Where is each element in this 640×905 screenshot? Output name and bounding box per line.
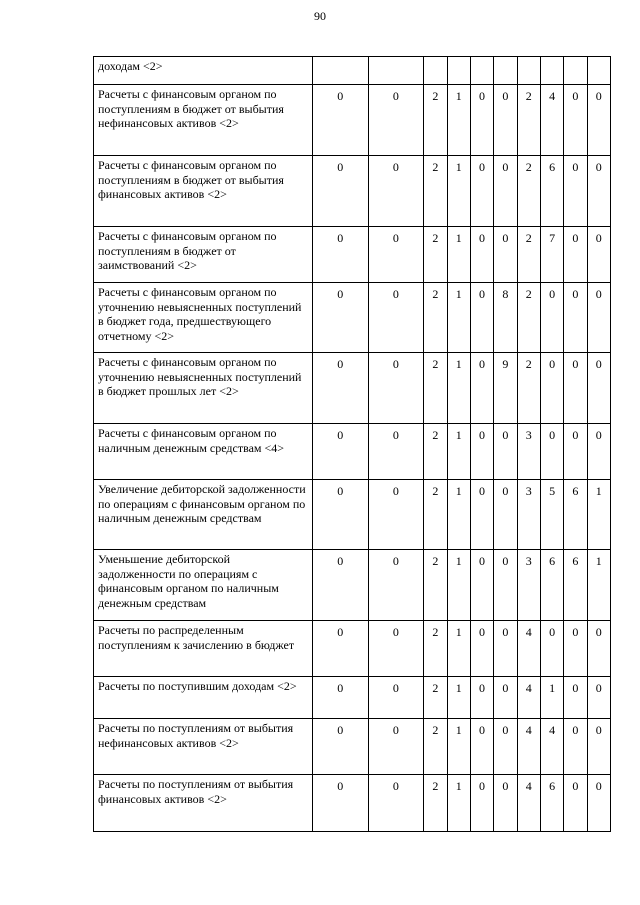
code-digit-cell: 0: [313, 677, 369, 719]
code-digit-cell: 0: [368, 227, 424, 283]
code-digit-cell: 4: [540, 85, 563, 156]
code-digit-cell: 0: [564, 719, 587, 775]
code-digit-cell: 0: [540, 424, 563, 480]
code-digit-cell: 0: [564, 775, 587, 832]
code-digit-cell: 0: [313, 550, 369, 621]
table-row: [94, 283, 611, 353]
code-digit-cell: 6: [564, 480, 587, 550]
code-digit-cell: [494, 57, 517, 85]
code-digit-cell: [470, 57, 493, 85]
code-digit-cell: 0: [587, 621, 610, 677]
code-digit-cell: 0: [564, 353, 587, 424]
code-digit-cell: 0: [494, 480, 517, 550]
code-digit-cell: 0: [470, 353, 493, 424]
code-digit-cell: 0: [564, 424, 587, 480]
code-digit-cell: 2: [424, 621, 447, 677]
code-digit-cell: 0: [587, 353, 610, 424]
code-digit-cell: 0: [470, 677, 493, 719]
code-digit-cell: 0: [494, 677, 517, 719]
account-name-cell: Расчеты с финансовым органом по уточнению невыясненных поступлений в бюджет прошлых лет <2>: [94, 353, 313, 424]
code-digit-cell: 0: [368, 480, 424, 550]
code-digit-cell: 1: [447, 775, 470, 832]
code-digit-cell: 8: [494, 283, 517, 353]
code-digit-cell: 6: [540, 550, 563, 621]
code-digit-cell: 4: [517, 775, 540, 832]
code-digit-cell: 0: [313, 156, 369, 227]
code-digit-cell: 0: [470, 283, 493, 353]
code-digit-cell: 0: [470, 227, 493, 283]
code-digit-cell: 0: [368, 621, 424, 677]
code-digit-cell: 0: [494, 550, 517, 621]
code-digit-cell: 2: [517, 227, 540, 283]
account-name-cell: Увеличение дебиторской задолженности по операциям с финансовым органом по наличным денежным средствам: [94, 480, 313, 550]
table-row: [94, 621, 611, 677]
code-digit-cell: 0: [494, 227, 517, 283]
code-digit-cell: 1: [447, 480, 470, 550]
table-row: [94, 156, 611, 227]
accounts-table: [93, 56, 611, 832]
code-digit-cell: 0: [587, 156, 610, 227]
code-digit-cell: 5: [540, 480, 563, 550]
code-digit-cell: 0: [313, 719, 369, 775]
code-digit-cell: 0: [313, 621, 369, 677]
code-digit-cell: 0: [368, 424, 424, 480]
code-digit-cell: 2: [424, 550, 447, 621]
account-name-cell: Расчеты с финансовым органом по поступлениям в бюджет от выбытия нефинансовых активов <2>: [94, 85, 313, 156]
code-digit-cell: 1: [447, 719, 470, 775]
account-name-cell: Расчеты с финансовым органом по поступлениям в бюджет от выбытия финансовых активов <2>: [94, 156, 313, 227]
code-digit-cell: 1: [447, 85, 470, 156]
code-digit-cell: 0: [587, 85, 610, 156]
code-digit-cell: 0: [313, 227, 369, 283]
code-digit-cell: 1: [447, 283, 470, 353]
code-digit-cell: 9: [494, 353, 517, 424]
table-row: [94, 353, 611, 424]
code-digit-cell: 0: [494, 621, 517, 677]
code-digit-cell: 0: [564, 677, 587, 719]
code-digit-cell: 0: [587, 283, 610, 353]
code-digit-cell: 1: [447, 677, 470, 719]
code-digit-cell: 4: [517, 621, 540, 677]
code-digit-cell: 2: [424, 156, 447, 227]
table-body: [94, 57, 611, 832]
code-digit-cell: 3: [517, 480, 540, 550]
code-digit-cell: [368, 57, 424, 85]
code-digit-cell: 1: [447, 353, 470, 424]
code-digit-cell: 1: [587, 480, 610, 550]
table-row: [94, 719, 611, 775]
account-name-cell: Расчеты с финансовым органом по поступлениям в бюджет от заимствований <2>: [94, 227, 313, 283]
code-digit-cell: 1: [447, 227, 470, 283]
code-digit-cell: 0: [368, 156, 424, 227]
code-digit-cell: 0: [564, 85, 587, 156]
code-digit-cell: 0: [368, 283, 424, 353]
code-digit-cell: 0: [313, 353, 369, 424]
code-digit-cell: 0: [313, 775, 369, 832]
table-row: [94, 85, 611, 156]
account-name-cell: доходам <2>: [94, 57, 313, 85]
table-row: [94, 775, 611, 832]
code-digit-cell: 0: [368, 677, 424, 719]
code-digit-cell: 0: [494, 719, 517, 775]
account-name-cell: Расчеты по распределенным поступлениям к зачислению в бюджет: [94, 621, 313, 677]
table-row: [94, 480, 611, 550]
code-digit-cell: 6: [540, 156, 563, 227]
code-digit-cell: 0: [470, 621, 493, 677]
code-digit-cell: 0: [313, 283, 369, 353]
account-name-cell: Расчеты с финансовым органом по наличным денежным средствам <4>: [94, 424, 313, 480]
code-digit-cell: 0: [564, 156, 587, 227]
page-number: 90: [314, 9, 326, 23]
code-digit-cell: 0: [494, 85, 517, 156]
code-digit-cell: 0: [368, 353, 424, 424]
account-name-cell: Расчеты по поступлениям от выбытия нефинансовых активов <2>: [94, 719, 313, 775]
code-digit-cell: 2: [517, 156, 540, 227]
code-digit-cell: 0: [470, 156, 493, 227]
code-digit-cell: 6: [540, 775, 563, 832]
code-digit-cell: 2: [424, 480, 447, 550]
code-digit-cell: 0: [470, 85, 493, 156]
code-digit-cell: 1: [447, 550, 470, 621]
code-digit-cell: 0: [470, 550, 493, 621]
code-digit-cell: 0: [368, 719, 424, 775]
code-digit-cell: 2: [424, 227, 447, 283]
code-digit-cell: 0: [564, 283, 587, 353]
code-digit-cell: 0: [540, 353, 563, 424]
code-digit-cell: 0: [587, 775, 610, 832]
code-digit-cell: 0: [564, 621, 587, 677]
code-digit-cell: 2: [424, 677, 447, 719]
code-digit-cell: 2: [424, 85, 447, 156]
code-digit-cell: [587, 57, 610, 85]
code-digit-cell: 2: [424, 424, 447, 480]
code-digit-cell: 7: [540, 227, 563, 283]
code-digit-cell: 6: [564, 550, 587, 621]
code-digit-cell: 0: [368, 85, 424, 156]
code-digit-cell: 0: [470, 719, 493, 775]
code-digit-cell: 0: [470, 480, 493, 550]
code-digit-cell: 0: [587, 719, 610, 775]
table-row: [94, 57, 611, 85]
code-digit-cell: 0: [313, 85, 369, 156]
code-digit-cell: 2: [424, 719, 447, 775]
code-digit-cell: 0: [470, 775, 493, 832]
code-digit-cell: [564, 57, 587, 85]
code-digit-cell: 0: [368, 550, 424, 621]
code-digit-cell: 1: [587, 550, 610, 621]
code-digit-cell: 1: [447, 156, 470, 227]
code-digit-cell: 1: [540, 677, 563, 719]
code-digit-cell: 0: [494, 775, 517, 832]
code-digit-cell: [424, 57, 447, 85]
code-digit-cell: 2: [424, 353, 447, 424]
code-digit-cell: 2: [424, 283, 447, 353]
code-digit-cell: [540, 57, 563, 85]
code-digit-cell: 0: [494, 424, 517, 480]
code-digit-cell: 3: [517, 550, 540, 621]
code-digit-cell: 3: [517, 424, 540, 480]
code-digit-cell: 0: [470, 424, 493, 480]
account-name-cell: Расчеты по поступившим доходам <2>: [94, 677, 313, 719]
code-digit-cell: 0: [587, 677, 610, 719]
table-row: [94, 227, 611, 283]
code-digit-cell: 0: [587, 227, 610, 283]
code-digit-cell: 0: [564, 227, 587, 283]
code-digit-cell: 2: [517, 85, 540, 156]
code-digit-cell: 2: [517, 353, 540, 424]
table-row: [94, 424, 611, 480]
code-digit-cell: [517, 57, 540, 85]
code-digit-cell: 0: [368, 775, 424, 832]
code-digit-cell: 0: [587, 424, 610, 480]
code-digit-cell: [447, 57, 470, 85]
code-digit-cell: 0: [313, 424, 369, 480]
code-digit-cell: 0: [313, 480, 369, 550]
code-digit-cell: 0: [540, 621, 563, 677]
account-name-cell: Расчеты по поступлениям от выбытия финансовых активов <2>: [94, 775, 313, 832]
code-digit-cell: 1: [447, 621, 470, 677]
code-digit-cell: 0: [494, 156, 517, 227]
code-digit-cell: 0: [540, 283, 563, 353]
table-row: [94, 677, 611, 719]
code-digit-cell: [313, 57, 369, 85]
table-row: [94, 550, 611, 621]
code-digit-cell: 4: [540, 719, 563, 775]
account-name-cell: Уменьшение дебиторской задолженности по операциям с финансовым органом по наличным денежным средствам: [94, 550, 313, 621]
code-digit-cell: 2: [424, 775, 447, 832]
code-digit-cell: 4: [517, 719, 540, 775]
code-digit-cell: 4: [517, 677, 540, 719]
code-digit-cell: 2: [517, 283, 540, 353]
code-digit-cell: 1: [447, 424, 470, 480]
account-name-cell: Расчеты с финансовым органом по уточнению невыясненных поступлений в бюджет года, предшествующего отчетному <2>: [94, 283, 313, 353]
